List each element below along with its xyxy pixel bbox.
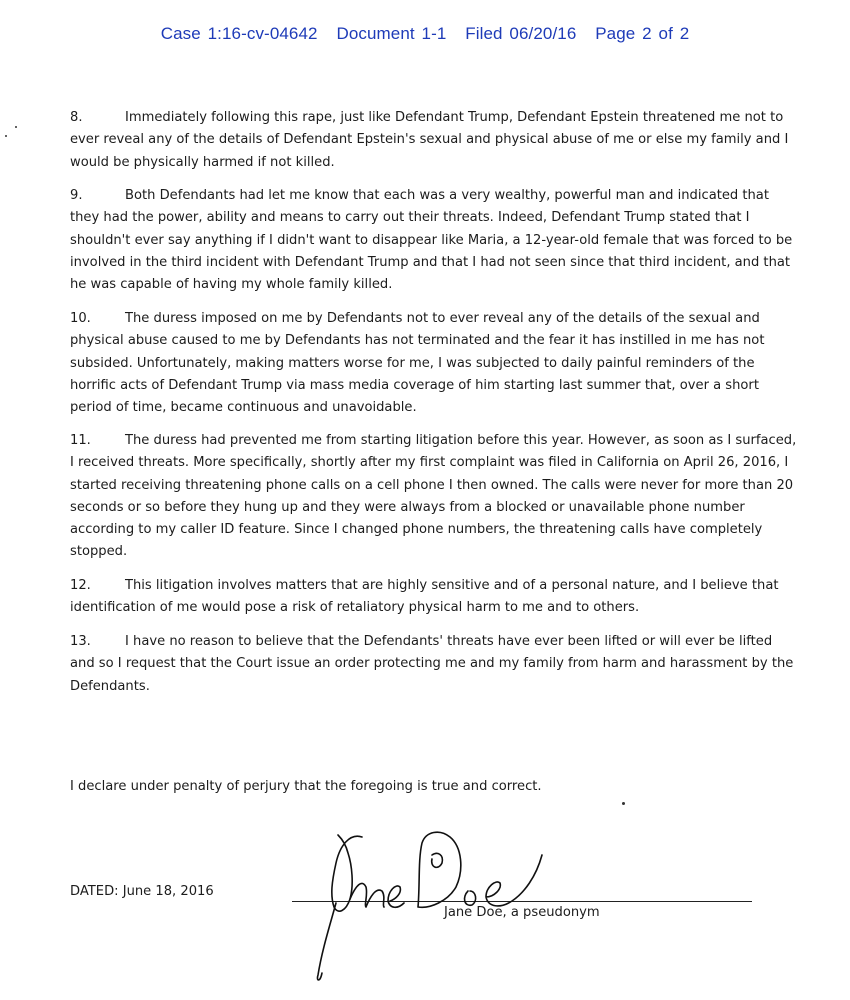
dated-line: DATED: June 18, 2016: [70, 884, 214, 899]
paragraph-12: [70, 575, 800, 620]
paragraph-text: The duress imposed on me by Defendants not to ever reveal any of the details of the sexual and physical abuse caused to me by Defendants has not terminated and the fear it has instilled in me has not subsided. Unfortunately, making matters worse for me, I was subjected to daily painful reminders of the horrific acts of Defendant Trump via mass media coverage of him starting last summer that, over a short period of time, became continuous and unavoidable.: [70, 311, 765, 416]
paragraph-text: Immediately following this rape, just like Defendant Trump, Defendant Epstein threatened me not to ever reveal any of the details of Defendant Epstein's sexual and physical abuse of me or else my family and I would be physically harmed if not killed.: [70, 110, 789, 170]
scan-speck: [622, 802, 625, 805]
case-header: [0, 24, 850, 44]
paragraph-text: This litigation involves matters that are highly sensitive and of a personal nature, and I believe that identification of me would pose a risk of retaliatory physical harm to me and to others.: [70, 578, 779, 616]
handwritten-signature: [300, 815, 580, 985]
scan-speck: [15, 126, 17, 128]
paragraph-10: [70, 308, 800, 419]
page-number: Page 2 of 2: [595, 24, 690, 43]
paragraph-number: 10.: [70, 311, 91, 326]
paragraph-number: 13.: [70, 634, 91, 649]
paragraph-text: I have no reason to believe that the Defendants' threats have ever been lifted or will ever be lifted and so I request that the Court issue an order protecting me and my family from harm and harassment by the Defendants.: [70, 634, 794, 694]
case-number: Case 1:16-cv-04642: [160, 24, 318, 43]
paragraph-number: 8.: [70, 110, 83, 125]
paragraph-number: 9.: [70, 188, 83, 203]
paragraph-13: [70, 631, 800, 698]
declaration-statement: I declare under penalty of perjury that the foregoing is true and correct.: [70, 779, 542, 794]
filed-date: Filed 06/20/16: [465, 24, 577, 43]
document-number: Document 1-1: [336, 24, 447, 43]
paragraph-text: Both Defendants had let me know that each was a very wealthy, powerful man and indicated that they had the power, ability and means to carry out their threats. Indeed, Defendant Trump stated that I shouldn't ever say anything if I didn't want to disappear like Maria, a 12-year-old female that was forced to be involved in the third incident with Defendant Trump and that I had not seen since that third incident, and that he was capable of having my whole family killed.: [70, 188, 793, 293]
paragraph-9: [70, 185, 800, 296]
scan-speck: [5, 135, 7, 137]
paragraph-11: [70, 430, 800, 564]
signer-name: Jane Doe, a pseudonym: [444, 905, 600, 920]
paragraph-text: The duress had prevented me from starting litigation before this year. However, as soon as I surfaced, I received threats. More specifically, shortly after my first complaint was filed in California on April 26, 2016, I started receiving threatening phone calls on a cell phone I then owned. The calls were never for more than 20 seconds or so before they hung up and they were always from a blocked or unavailable phone number according to my caller ID feature. Since I changed phone numbers, the threatening calls have completely stopped.: [70, 433, 797, 560]
paragraph-8: [70, 107, 800, 174]
paragraph-number: 12.: [70, 578, 91, 593]
paragraph-number: 11.: [70, 433, 91, 448]
